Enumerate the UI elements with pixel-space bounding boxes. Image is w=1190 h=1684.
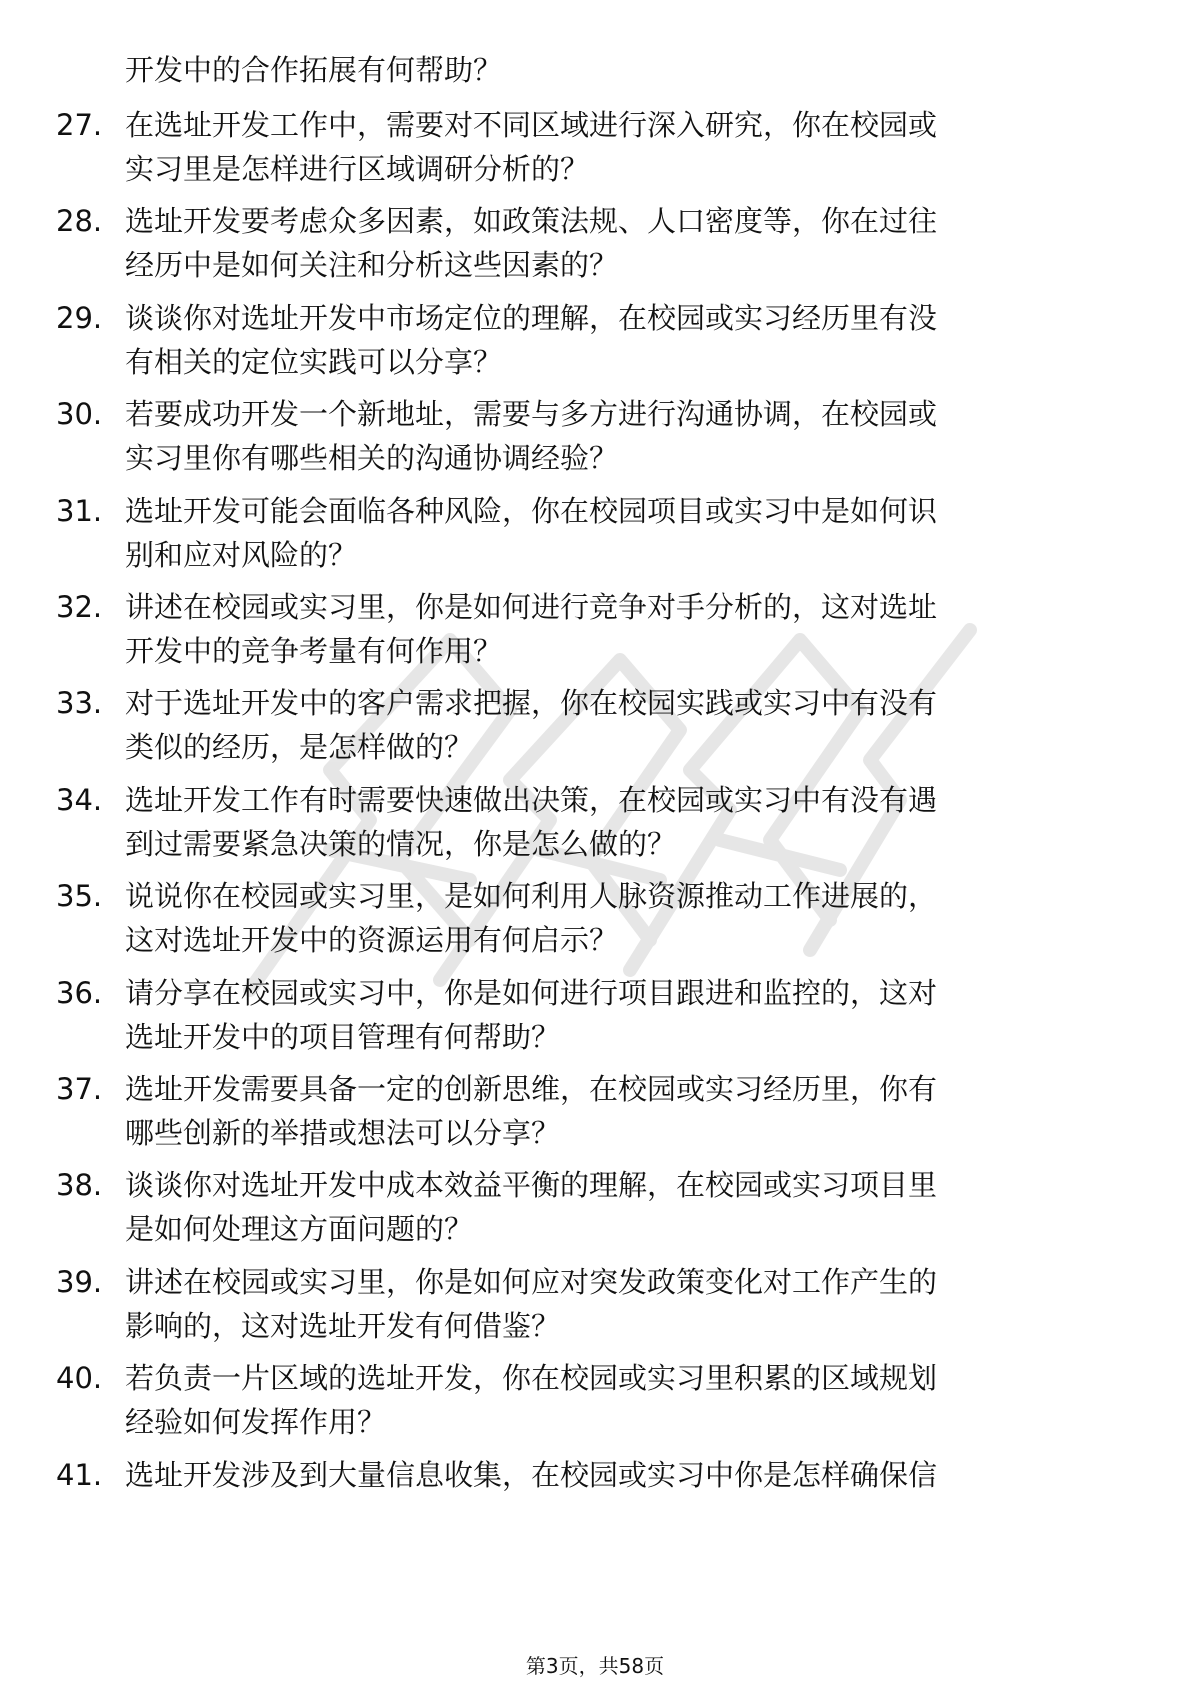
question-item [0,778,1190,822]
question-text-line1: 选址开发需要具备一定的创新思维，在校园或实习经历里，你有 [125,1072,938,1106]
question-item [0,681,1190,725]
question-text-line1: 讲述在校园或实习里，你是如何进行竞争对手分析的，这对选址 [125,590,938,624]
question-item-continued [0,436,1190,480]
question-item-continued [0,1111,1190,1155]
question-text-line1: 在选址开发工作中，需要对不同区域进行深入研究，你在校园或 [125,108,938,142]
question-number: 29. [56,301,103,335]
question-item [0,1163,1190,1207]
question-text-line2: 有相关的定位实践可以分享？ [125,345,503,379]
question-number: 38. [56,1168,103,1202]
question-text-line1: 选址开发要考虑众多因素，如政策法规、人口密度等，你在过往 [125,204,938,238]
page-footer: 第3页，共58页 [525,1654,665,1678]
question-text-line2: 别和应对风险的？ [125,538,358,572]
continuation-line [0,48,1190,92]
question-item [0,1260,1190,1304]
question-number: 27. [56,108,103,142]
question-text-line2: 实习里你有哪些相关的沟通协调经验？ [125,441,619,475]
question-item [0,1453,1190,1497]
question-number: 41. [56,1458,103,1492]
question-text-line1: 选址开发可能会面临各种风险，你在校园项目或实习中是如何识 [125,494,938,528]
question-text-line2: 类似的经历，是怎样做的？ [125,730,474,764]
question-text-line1: 若负责一片区域的选址开发，你在校园或实习里积累的区域规划 [125,1361,938,1395]
question-text-line2: 哪些创新的举措或想法可以分享？ [125,1116,561,1150]
question-item-continued [0,340,1190,384]
question-item [0,296,1190,340]
question-text-line1: 谈谈你对选址开发中成本效益平衡的理解，在校园或实习项目里 [125,1168,938,1202]
question-text-line2: 实习里是怎样进行区域调研分析的？ [125,152,590,186]
question-number: 30. [56,397,103,431]
question-text-line2: 影响的，这对选址开发有何借鉴？ [125,1309,561,1343]
question-item-continued [0,1400,1190,1444]
question-text-line2: 到过需要紧急决策的情况，你是怎么做的？ [125,827,677,861]
question-text-line1: 请分享在校园或实习中，你是如何进行项目跟进和监控的，这对 [125,976,938,1010]
question-text-line1: 对于选址开发中的客户需求把握，你在校园实践或实习中有没有 [125,686,938,720]
question-item [0,1356,1190,1400]
question-text-line1: 讲述在校园或实习里，你是如何应对突发政策变化对工作产生的 [125,1265,938,1299]
question-item-continued [0,243,1190,287]
question-text-line2: 开发中的竞争考量有何作用？ [125,634,503,668]
question-item-continued [0,1207,1190,1251]
question-text-line2: 经验如何发挥作用？ [125,1405,387,1439]
question-item-continued [0,1015,1190,1059]
question-item-continued [0,918,1190,962]
question-text-line1: 选址开发涉及到大量信息收集，在校园或实习中你是怎样确保信 [125,1458,938,1492]
question-text-line2: 这对选址开发中的资源运用有何启示？ [125,923,619,957]
question-item-continued [0,533,1190,577]
question-item [0,585,1190,629]
question-number: 28. [56,204,103,238]
question-item [0,103,1190,147]
question-number: 40. [56,1361,103,1395]
question-item [0,1067,1190,1111]
question-item-continued [0,1304,1190,1348]
question-item [0,489,1190,533]
question-item-continued [0,822,1190,866]
question-text-line2: 选址开发中的项目管理有何帮助？ [125,1020,561,1054]
question-text-line1: 若要成功开发一个新地址，需要与多方进行沟通协调，在校园或 [125,397,938,431]
question-text-line1: 选址开发工作有时需要快速做出决策，在校园或实习中有没有遇 [125,783,938,817]
question-number: 36. [56,976,103,1010]
question-number: 32. [56,590,103,624]
question-item [0,199,1190,243]
question-item-continued [0,147,1190,191]
continuation-text: 开发中的合作拓展有何帮助？ [125,53,503,87]
question-item [0,392,1190,436]
question-number: 31. [56,494,103,528]
question-text-line1: 谈谈你对选址开发中市场定位的理解，在校园或实习经历里有没 [125,301,938,335]
question-number: 33. [56,686,103,720]
question-item-continued [0,725,1190,769]
question-item [0,971,1190,1015]
question-text-line2: 经历中是如何关注和分析这些因素的？ [125,248,619,282]
question-item-continued [0,629,1190,673]
question-number: 39. [56,1265,103,1299]
question-number: 37. [56,1072,103,1106]
question-item [0,874,1190,918]
question-text-line2: 是如何处理这方面问题的？ [125,1212,474,1246]
question-number: 35. [56,879,103,913]
question-number: 34. [56,783,103,817]
question-text-line1: 说说你在校园或实习里，是如何利用人脉资源推动工作进展的， [125,879,938,913]
